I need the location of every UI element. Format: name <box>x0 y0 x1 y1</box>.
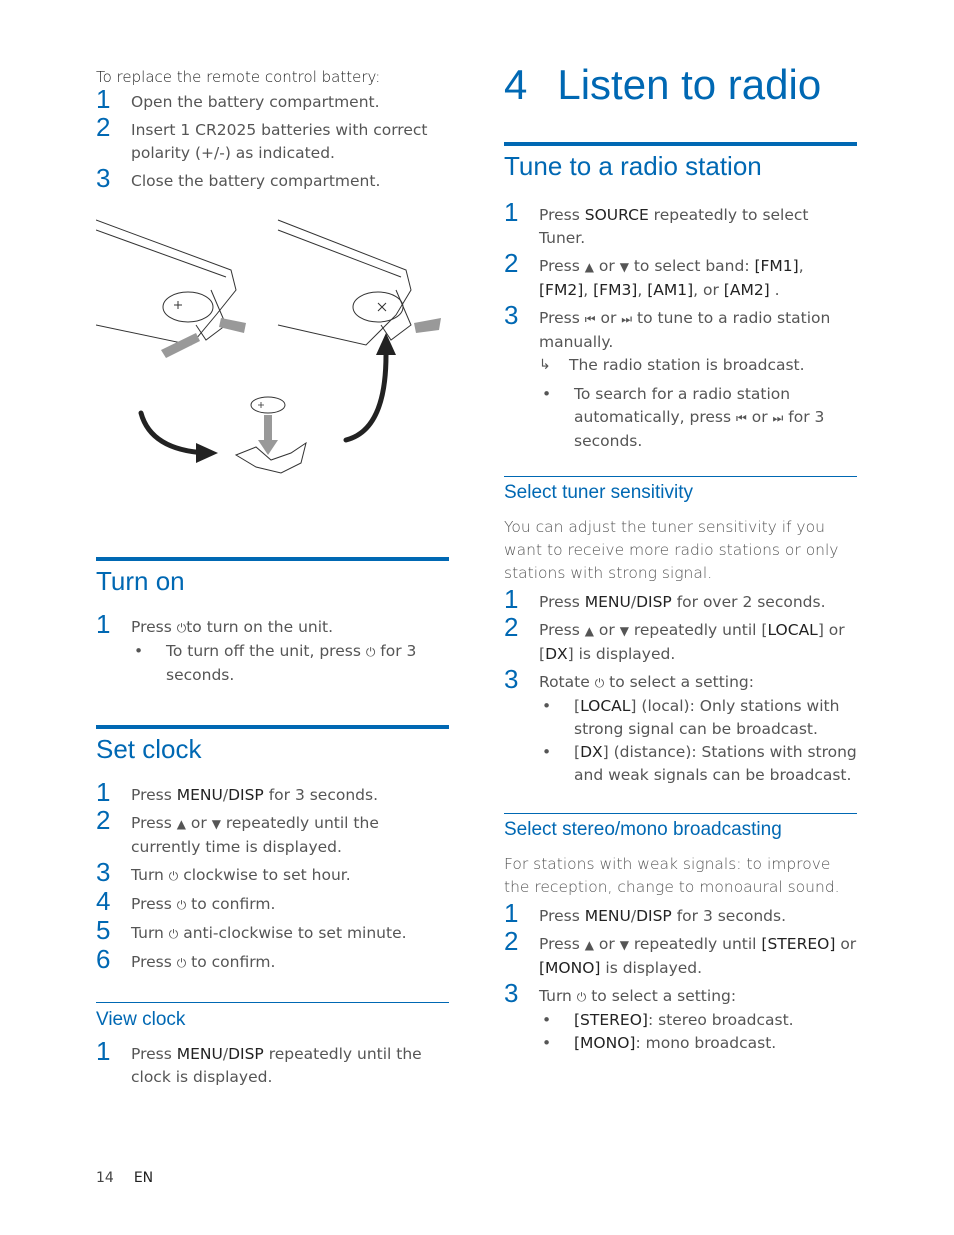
previous-track-icon: ⏮ <box>736 411 747 425</box>
down-arrow-icon: ▼ <box>619 260 629 274</box>
page-footer <box>96 1170 153 1186</box>
view-clock-rule <box>96 1002 449 1003</box>
set-clock-step-1: 1 Press MENU/DISP for 3 seconds. <box>96 777 379 807</box>
chapter-title <box>504 60 857 110</box>
sensitivity-step-1: 1 Press MENU/DISP for over 2 seconds. <box>504 584 826 614</box>
battery-section <box>96 66 449 193</box>
battery-step-3: 3 Close the battery compartment. <box>96 163 381 193</box>
sensitivity-bullet-local: • [LOCAL] (local): Only stations with strong signal can be broadcast. <box>542 697 840 738</box>
tune-heading: Tune to a radio station <box>504 151 762 181</box>
stereo-bullet-stereo: • [STEREO]: stereo broadcast. <box>542 1011 794 1029</box>
set-clock-step-3: 3 Turn ⏻ clockwise to set hour. <box>96 857 351 887</box>
up-arrow-icon: ▲ <box>584 260 594 274</box>
battery-replacement-illustration <box>96 215 450 475</box>
down-arrow-icon: ▼ <box>211 817 221 831</box>
turn-on-rule <box>96 557 449 561</box>
battery-step-1: 1 Open the battery compartment. <box>96 84 380 114</box>
stereo-step-2: 2 Press ▲ or ▼ repeatedly until [STEREO] or [MONO] is displayed. <box>504 926 857 977</box>
tune-rule <box>504 142 857 146</box>
sensitivity-step-3: 3 Rotate ⏻ to select a setting: <box>504 664 754 694</box>
power-icon: ⏻ <box>176 898 187 912</box>
tune-step-2: 2 Press ▲ or ▼ to select band: [FM1], [FM2], [FM3], [AM1], or [AM2] . <box>504 248 804 299</box>
power-icon: ⏻ <box>365 645 376 659</box>
turn-on-step-1: 1 Press ⏻to turn on the unit. <box>96 609 334 639</box>
stereo-section <box>504 818 857 1055</box>
up-arrow-icon: ▲ <box>584 624 594 638</box>
set-clock-step-5: 5 Turn ⏻ anti-clockwise to set minute. <box>96 915 407 945</box>
tune-result: ↳ The radio station is broadcast. <box>504 354 857 377</box>
set-clock-step-2: 2 Press ▲ or ▼ repeatedly until the currently time is displayed. <box>96 805 379 856</box>
tune-section <box>504 150 857 453</box>
tune-step-3: 3 Press ⏮ or ⏭ to tune to a radio station manually. <box>504 300 831 351</box>
down-arrow-icon: ▼ <box>619 624 629 638</box>
turn-on-bullet: • To turn off the unit, press ⏻ for 3 seconds. <box>134 642 417 684</box>
stereo-intro: For stations with weak signals: to improve the reception, change to monoaural sound. <box>504 855 840 896</box>
set-clock-heading: Set clock <box>96 734 202 764</box>
power-icon: ⏻ <box>576 990 587 1004</box>
set-clock-section <box>96 733 449 975</box>
up-arrow-icon: ▲ <box>176 817 186 831</box>
power-icon: ⏻ <box>176 621 187 635</box>
sensitivity-bullet-dx: • [DX] (distance): Stations with strong and weak signals can be broadcast. <box>542 743 857 784</box>
sensitivity-intro: You can adjust the tuner sensitivity if you want to receive more radio stations or only stations with strong signal. <box>504 518 839 582</box>
tune-bullet: • To search for a radio station automatically, press ⏮ or ⏭ for 3 seconds. <box>542 385 825 450</box>
battery-intro: To replace the remote control battery: <box>96 68 381 86</box>
sensitivity-heading: Select tuner sensitivity <box>504 482 694 503</box>
next-track-icon: ⏭ <box>621 312 633 326</box>
stereo-bullet-mono: • [MONO]: mono broadcast. <box>542 1034 777 1052</box>
stereo-heading: Select stereo/mono broadcasting <box>504 819 782 840</box>
set-clock-step-6: 6 Press ⏻ to confirm. <box>96 944 276 974</box>
stereo-rule <box>504 813 857 814</box>
up-arrow-icon: ▲ <box>584 938 594 952</box>
turn-on-heading: Turn on <box>96 566 185 596</box>
sensitivity-step-2: 2 Press ▲ or ▼ repeatedly until [LOCAL] or [DX] is displayed. <box>504 612 845 663</box>
tune-step-1: 1 Press SOURCE repeatedly to select Tuner. <box>504 197 809 247</box>
battery-step-2: 2 Insert 1 CR2025 batteries with correct polarity (+/-) as indicated. <box>96 112 428 162</box>
power-icon: ⏻ <box>176 956 187 970</box>
chapter-number: 4 <box>504 61 528 108</box>
sensitivity-rule <box>504 476 857 477</box>
chapter-heading: Listen to radio <box>557 61 822 108</box>
set-clock-step-4: 4 Press ⏻ to confirm. <box>96 886 276 916</box>
turn-on-section <box>96 565 449 687</box>
view-clock-section <box>96 1008 449 1089</box>
stereo-step-1: 1 Press MENU/DISP for 3 seconds. <box>504 898 787 928</box>
page-number: 14 <box>96 1170 114 1186</box>
view-clock-heading: View clock <box>96 1009 186 1030</box>
previous-track-icon: ⏮ <box>584 312 596 326</box>
next-track-icon: ⏭ <box>772 411 784 425</box>
result-arrow-icon: ↳ <box>539 357 551 373</box>
stereo-step-3: 3 Turn ⏻ to select a setting: <box>504 978 737 1008</box>
down-arrow-icon: ▼ <box>619 938 629 952</box>
sensitivity-section <box>504 481 857 787</box>
power-icon: ⏻ <box>594 676 605 690</box>
set-clock-rule <box>96 725 449 729</box>
language-code: EN <box>133 1170 154 1186</box>
view-clock-step-1: 1 Press MENU/DISP repeatedly until the clock is displayed. <box>96 1036 422 1086</box>
power-icon: ⏻ <box>168 869 179 883</box>
power-icon: ⏻ <box>168 927 179 941</box>
